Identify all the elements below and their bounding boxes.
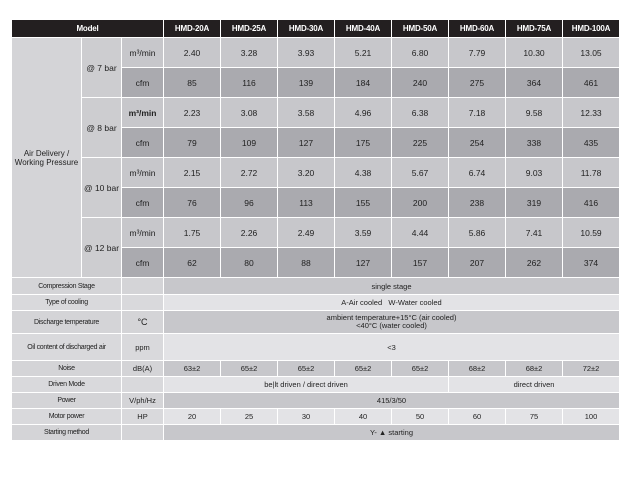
noise-label: Noise (12, 361, 122, 377)
header-row (12, 20, 620, 38)
driven-mode-row (12, 377, 620, 393)
pressure-label: @ 10 bar (82, 158, 122, 218)
unit-m3-min: m³/min (122, 98, 164, 128)
table-cell: 3.08 (221, 98, 278, 128)
table-cell: 80 (221, 248, 278, 278)
unit-cfm: cfm (122, 248, 164, 278)
discharge-temperature-line2: <40°C (water cooled) (356, 321, 427, 330)
noise-unit: dB(A) (122, 361, 164, 377)
pressure-label: @ 8 bar (82, 98, 122, 158)
table-cell: 3.28 (221, 38, 278, 68)
table-cell: 435 (563, 128, 620, 158)
table-cell: 200 (392, 188, 449, 218)
table-cell: 175 (335, 128, 392, 158)
table-cell: 62 (164, 248, 221, 278)
table-cell: 5.21 (335, 38, 392, 68)
noise-row (12, 361, 620, 377)
table-cell: 225 (392, 128, 449, 158)
oil-content-label: Oil content of discharged air (12, 334, 122, 361)
model-name: HMD-50A (392, 20, 449, 38)
table-cell: 79 (164, 128, 221, 158)
table-cell: 3.93 (278, 38, 335, 68)
table-cell: 20 (164, 409, 221, 425)
table-cell: 60 (449, 409, 506, 425)
table-cell: 184 (335, 68, 392, 98)
table-cell: 9.58 (506, 98, 563, 128)
table-cell: 65±2 (221, 361, 278, 377)
motor-power-row (12, 409, 620, 425)
table-cell: 5.67 (392, 158, 449, 188)
table-cell: 65±2 (278, 361, 335, 377)
pressure-label: @ 7 bar (82, 38, 122, 98)
table-cell: 4.44 (392, 218, 449, 248)
table-row (12, 38, 620, 68)
table-cell: 10.59 (563, 218, 620, 248)
table-cell: 3.20 (278, 158, 335, 188)
table-cell: 25 (221, 409, 278, 425)
table-cell: 1.75 (164, 218, 221, 248)
driven-mode-unit (122, 377, 164, 393)
table-cell: 2.23 (164, 98, 221, 128)
driven-mode-value-b: direct driven (449, 377, 620, 393)
oil-content-value: <3 (164, 334, 620, 361)
compression-stage-label: Compression Stage (12, 278, 122, 295)
power-row (12, 393, 620, 409)
table-cell: 109 (221, 128, 278, 158)
table-cell: 416 (563, 188, 620, 218)
table-cell: 65±2 (392, 361, 449, 377)
table-cell: 6.38 (392, 98, 449, 128)
table-cell: 40 (335, 409, 392, 425)
table-cell: 262 (506, 248, 563, 278)
discharge-temperature-unit: °C (122, 311, 164, 334)
model-name: HMD-20A (164, 20, 221, 38)
unit-m3-min: m³/min (122, 218, 164, 248)
unit-m3-min: m³/min (122, 158, 164, 188)
model-name: HMD-100A (563, 20, 620, 38)
table-cell: 127 (278, 128, 335, 158)
table-cell: 12.33 (563, 98, 620, 128)
type-of-cooling-label: Type of cooling (12, 295, 122, 311)
table-cell: 338 (506, 128, 563, 158)
table-cell: 238 (449, 188, 506, 218)
table-cell: 7.41 (506, 218, 563, 248)
specification-table (11, 19, 620, 441)
table-cell: 2.49 (278, 218, 335, 248)
model-name: HMD-30A (278, 20, 335, 38)
table-cell: 5.86 (449, 218, 506, 248)
discharge-temperature-label: Discharge temperature (12, 311, 122, 334)
table-cell: 4.96 (335, 98, 392, 128)
table-cell: 6.80 (392, 38, 449, 68)
starting-method-unit (122, 425, 164, 441)
unit-cfm: cfm (122, 188, 164, 218)
model-label: Model (12, 20, 164, 38)
starting-method-label: Starting method (12, 425, 122, 441)
table-cell: 2.26 (221, 218, 278, 248)
model-name: HMD-25A (221, 20, 278, 38)
table-cell: 240 (392, 68, 449, 98)
model-name: HMD-40A (335, 20, 392, 38)
pressure-label: @ 12 bar (82, 218, 122, 278)
starting-method-value: Y- ▲ starting (164, 425, 620, 441)
table-cell: 207 (449, 248, 506, 278)
table-cell: 116 (221, 68, 278, 98)
discharge-temperature-line1: ambient temperature+15°C (air cooled) (326, 313, 457, 322)
model-name: HMD-60A (449, 20, 506, 38)
compression-stage-value: single stage (164, 278, 620, 295)
air-delivery-label-line2: Working Pressure (14, 157, 79, 167)
table-cell: 7.18 (449, 98, 506, 128)
power-label: Power (12, 393, 122, 409)
unit-m3-min: m³/min (122, 38, 164, 68)
power-unit: V/ph/Hz (122, 393, 164, 409)
table-cell: 11.78 (563, 158, 620, 188)
unit-cfm: cfm (122, 68, 164, 98)
driven-mode-value-a: be|lt driven / direct driven (164, 377, 449, 393)
type-of-cooling-value: A-Air cooled W-Water cooled (164, 295, 620, 311)
table-cell: 461 (563, 68, 620, 98)
table-cell: 364 (506, 68, 563, 98)
table-cell: 100 (563, 409, 620, 425)
table-cell: 374 (563, 248, 620, 278)
table-cell: 2.40 (164, 38, 221, 68)
table-cell: 10.30 (506, 38, 563, 68)
table-cell: 68±2 (506, 361, 563, 377)
table-cell: 3.59 (335, 218, 392, 248)
table-cell: 88 (278, 248, 335, 278)
table-cell: 63±2 (164, 361, 221, 377)
table-cell: 155 (335, 188, 392, 218)
unit-cfm: cfm (122, 128, 164, 158)
table-cell: 157 (392, 248, 449, 278)
table-cell: 50 (392, 409, 449, 425)
starting-method-row (12, 425, 620, 441)
table-cell: 127 (335, 248, 392, 278)
oil-content-row (12, 334, 620, 361)
table-cell: 113 (278, 188, 335, 218)
motor-power-unit: HP (122, 409, 164, 425)
table-row (12, 98, 620, 128)
table-cell: 2.72 (221, 158, 278, 188)
table-cell: 68±2 (449, 361, 506, 377)
compression-stage-row (12, 278, 620, 295)
motor-power-label: Motor power (12, 409, 122, 425)
table-cell: 75 (506, 409, 563, 425)
table-cell: 30 (278, 409, 335, 425)
table-cell: 6.74 (449, 158, 506, 188)
table-cell: 319 (506, 188, 563, 218)
driven-mode-label: Driven Mode (12, 377, 122, 393)
table-cell: 9.03 (506, 158, 563, 188)
table-cell: 7.79 (449, 38, 506, 68)
discharge-temperature-value (164, 311, 620, 334)
table-cell: 275 (449, 68, 506, 98)
table-cell: 2.15 (164, 158, 221, 188)
table-cell: 65±2 (335, 361, 392, 377)
type-of-cooling-row (12, 295, 620, 311)
power-value: 415/3/50 (164, 393, 620, 409)
table-cell: 72±2 (563, 361, 620, 377)
table-cell: 96 (221, 188, 278, 218)
compression-stage-unit (122, 278, 164, 295)
oil-content-unit: ppm (122, 334, 164, 361)
discharge-temperature-row (12, 311, 620, 334)
table-cell: 76 (164, 188, 221, 218)
table-cell: 254 (449, 128, 506, 158)
table-cell: 3.58 (278, 98, 335, 128)
air-delivery-label (12, 38, 82, 278)
air-delivery-label-line1: Air Delivery / (23, 148, 70, 158)
table-cell: 85 (164, 68, 221, 98)
table-cell: 4.38 (335, 158, 392, 188)
table-row (12, 218, 620, 248)
table-row (12, 158, 620, 188)
table-cell: 13.05 (563, 38, 620, 68)
model-name: HMD-75A (506, 20, 563, 38)
type-of-cooling-unit (122, 295, 164, 311)
table-cell: 139 (278, 68, 335, 98)
